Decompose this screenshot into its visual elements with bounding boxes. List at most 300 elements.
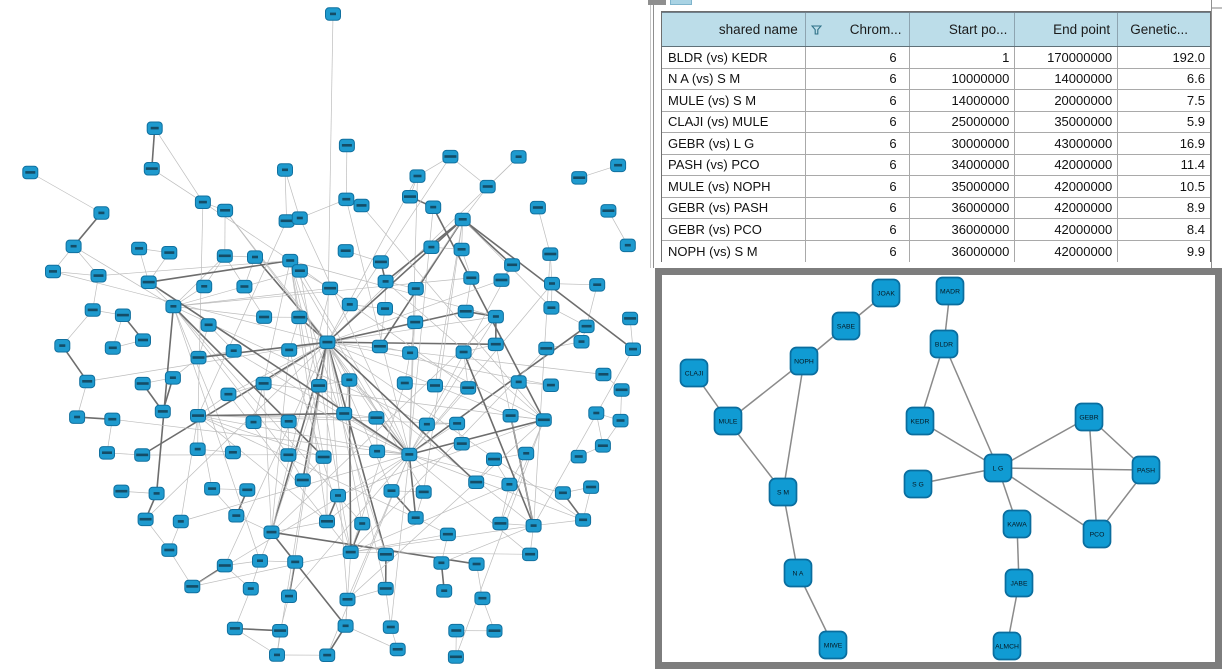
node-n-a[interactable] [785, 560, 812, 587]
node-s-m[interactable] [770, 479, 797, 506]
network-node[interactable] [523, 548, 538, 561]
node-label-smudge [359, 522, 365, 525]
node-miwe[interactable] [820, 632, 847, 659]
network-node[interactable] [595, 440, 610, 453]
network-node[interactable] [237, 280, 252, 293]
node-label-smudge [231, 349, 237, 352]
network-node[interactable] [273, 625, 288, 638]
table-cell-start[interactable]: 1 [910, 47, 1016, 68]
network-node[interactable] [448, 651, 463, 664]
table-cell-chromosome[interactable]: 6 [806, 90, 910, 111]
network-node[interactable] [416, 486, 431, 499]
network-node[interactable] [623, 312, 638, 325]
network-node[interactable] [443, 150, 458, 163]
network-node[interactable] [493, 517, 508, 530]
network-node[interactable] [323, 282, 338, 295]
network-node[interactable] [326, 8, 341, 20]
table-cell-chromosome[interactable]: 6 [806, 219, 910, 240]
network-node[interactable] [246, 416, 261, 429]
table-cell-chromosome[interactable]: 6 [806, 133, 910, 154]
table-cell-start[interactable]: 36000000 [910, 198, 1016, 219]
network-node[interactable] [46, 265, 61, 278]
network-node[interactable] [190, 443, 205, 456]
network-node[interactable] [461, 382, 476, 395]
network-node[interactable] [278, 164, 293, 177]
network-edge [198, 414, 344, 416]
network-node[interactable] [115, 309, 130, 322]
network-node[interactable] [596, 368, 611, 381]
table-row[interactable] [662, 47, 1210, 69]
network-node[interactable] [91, 270, 106, 283]
network-node[interactable] [626, 343, 641, 356]
table-cell-genetic[interactable]: 192.0 [1172, 49, 1205, 65]
table-cell-shared_name[interactable]: GEBR (vs) PCO [662, 219, 806, 240]
network-node[interactable] [539, 342, 554, 355]
network-node[interactable] [403, 347, 418, 360]
network-node[interactable] [545, 277, 560, 290]
network-node[interactable] [378, 275, 393, 288]
network-node[interactable] [141, 276, 156, 289]
column-header-start-position[interactable] [910, 13, 1016, 46]
table-cell-end[interactable]: 42000000 [1015, 241, 1118, 263]
network-node[interactable] [424, 241, 439, 254]
network-node[interactable] [488, 338, 503, 351]
network-node[interactable] [320, 649, 335, 662]
network-node[interactable] [536, 414, 551, 427]
table-cell-start[interactable]: 34000000 [910, 155, 1016, 176]
node-label-smudge [342, 144, 352, 147]
table-cell-end[interactable]: 43000000 [1015, 133, 1118, 154]
table-row[interactable] [662, 133, 1210, 155]
network-node[interactable] [23, 166, 38, 179]
table-row[interactable] [662, 198, 1210, 220]
network-node[interactable] [217, 250, 232, 263]
network-node[interactable] [576, 514, 591, 527]
network-node[interactable] [378, 582, 393, 595]
table-cell-start[interactable]: 14000000 [910, 90, 1016, 111]
network-node[interactable] [519, 447, 534, 460]
network-node[interactable] [487, 625, 502, 638]
node-almch[interactable] [994, 633, 1021, 660]
network-edge [285, 170, 300, 218]
network-node[interactable] [155, 405, 170, 418]
network-node[interactable] [397, 377, 412, 390]
table-cell-end[interactable]: 14000000 [1015, 69, 1118, 90]
network-node[interactable] [217, 559, 232, 572]
network-node[interactable] [162, 544, 177, 557]
node-label-smudge [220, 209, 230, 212]
network-node[interactable] [589, 407, 604, 420]
network-node[interactable] [205, 483, 220, 496]
table-cell-shared_name[interactable]: MULE (vs) NOPH [662, 176, 806, 197]
toolbar-tab-fragment [670, 0, 692, 5]
table-cell-chromosome[interactable]: 6 [806, 176, 910, 197]
network-node[interactable] [503, 410, 518, 423]
node-label-smudge [538, 419, 550, 422]
network-node[interactable] [264, 526, 279, 539]
network-node[interactable] [410, 170, 425, 183]
table-row[interactable] [662, 241, 1210, 263]
network-node[interactable] [488, 310, 503, 323]
network-node[interactable] [312, 380, 327, 393]
network-node[interactable] [240, 484, 255, 497]
network-node[interactable] [480, 180, 495, 193]
table-cell-end[interactable]: 42000000 [1015, 155, 1118, 176]
network-node[interactable] [227, 622, 242, 635]
network-edge [264, 384, 272, 533]
table-cell-end[interactable]: 20000000 [1015, 90, 1118, 111]
network-node[interactable] [339, 193, 354, 206]
table-cell-genetic[interactable]: 9.9 [1186, 243, 1205, 259]
network-node[interactable] [384, 485, 399, 498]
network-node[interactable] [243, 583, 258, 596]
network-node[interactable] [572, 172, 587, 185]
network-node[interactable] [218, 204, 233, 217]
node-label-smudge [186, 585, 198, 588]
network-node[interactable] [191, 410, 206, 423]
node-label-smudge [506, 414, 516, 417]
network-node[interactable] [571, 450, 586, 463]
table-row[interactable] [662, 219, 1210, 241]
node-sabe[interactable] [833, 313, 860, 340]
table-row[interactable] [662, 112, 1210, 134]
table-cell-shared_name[interactable]: N A (vs) S M [662, 69, 806, 90]
network-node[interactable] [342, 374, 357, 387]
network-node[interactable] [543, 379, 558, 392]
network-node[interactable] [426, 201, 441, 214]
network-node[interactable] [434, 557, 449, 570]
network-node[interactable] [100, 447, 115, 460]
network-node[interactable] [144, 163, 159, 176]
table-cell-genetic[interactable]: 16.9 [1179, 135, 1205, 151]
table-cell-start[interactable]: 25000000 [910, 112, 1016, 133]
table-cell-end[interactable]: 42000000 [1015, 198, 1118, 219]
node-label-smudge [137, 382, 149, 385]
network-node[interactable] [201, 319, 216, 332]
network-node[interactable] [383, 621, 398, 634]
network-node[interactable] [226, 345, 241, 358]
network-node[interactable] [256, 377, 271, 390]
node-label-smudge [387, 626, 395, 629]
network-node[interactable] [408, 512, 423, 524]
network-node[interactable] [253, 555, 268, 568]
node-label-smudge [478, 597, 486, 600]
network-node[interactable] [197, 280, 212, 293]
network-node[interactable] [574, 336, 589, 349]
network-node[interactable] [94, 207, 109, 220]
network-node[interactable] [257, 311, 272, 324]
node-pash[interactable] [1133, 457, 1160, 484]
node-label-smudge [451, 629, 461, 632]
network-node[interactable] [342, 298, 357, 311]
table-header-row [662, 12, 1210, 47]
network-node[interactable] [162, 247, 177, 260]
table-cell-chromosome[interactable]: 6 [806, 155, 910, 176]
node-label: S G [912, 481, 924, 489]
network-node[interactable] [343, 546, 358, 559]
table-cell-end[interactable]: 42000000 [1015, 176, 1118, 197]
table-cell-genetic[interactable]: 7.5 [1186, 92, 1205, 108]
network-node[interactable] [66, 240, 81, 253]
network-node[interactable] [511, 151, 526, 164]
node-label-smudge [582, 325, 592, 328]
network-node[interactable] [292, 212, 307, 225]
table-cell-start[interactable]: 30000000 [910, 133, 1016, 154]
table-cell-chromosome[interactable]: 6 [806, 47, 910, 68]
column-header-genetic[interactable] [1118, 13, 1210, 46]
table-cell-genetic[interactable]: 5.9 [1186, 114, 1205, 130]
table-cell-genetic[interactable]: 11.4 [1180, 157, 1205, 173]
network-node[interactable] [149, 487, 164, 500]
network-node[interactable] [229, 510, 244, 523]
network-node[interactable] [320, 515, 335, 528]
network-node[interactable] [114, 485, 129, 498]
node-label-smudge [219, 564, 231, 567]
table-cell-end[interactable]: 35000000 [1015, 112, 1118, 133]
network-node[interactable] [408, 283, 423, 296]
network-node[interactable] [428, 379, 443, 392]
network-node[interactable] [105, 342, 120, 355]
node-label: SABE [836, 323, 856, 331]
table-cell-start[interactable]: 36000000 [910, 241, 1016, 263]
network-node[interactable] [378, 303, 393, 316]
network-node[interactable] [530, 201, 545, 214]
node-madr[interactable] [937, 278, 964, 305]
network-node[interactable] [166, 300, 181, 313]
network-node[interactable] [85, 304, 100, 317]
table-cell-shared_name[interactable]: NOPH (vs) S M [662, 241, 806, 263]
network-node[interactable] [390, 643, 405, 656]
table-scrollbar[interactable] [1211, 0, 1222, 268]
network-node[interactable] [282, 344, 297, 357]
table-cell-shared_name[interactable]: CLAJI (vs) MULE [662, 112, 806, 133]
node-label-smudge [281, 220, 293, 223]
node-bldr[interactable] [931, 331, 958, 358]
network-node[interactable] [613, 414, 628, 427]
table-cell-shared_name[interactable]: BLDR (vs) KEDR [662, 47, 806, 68]
funnel-icon[interactable] [811, 24, 822, 35]
network-node[interactable] [136, 334, 151, 347]
node-label-smudge [383, 280, 389, 283]
network-node[interactable] [288, 556, 303, 569]
node-l-g[interactable] [985, 455, 1012, 482]
table-cell-genetic[interactable]: 8.9 [1186, 200, 1205, 216]
node-mule[interactable] [715, 408, 742, 435]
node-claji[interactable] [681, 360, 708, 387]
network-node[interactable] [138, 513, 153, 526]
node-pco[interactable] [1084, 521, 1111, 548]
node-label-smudge [531, 524, 537, 527]
table-cell-shared_name[interactable]: PASH (vs) PCO [662, 155, 806, 176]
network-node[interactable] [132, 242, 147, 255]
network-node[interactable] [526, 520, 541, 533]
node-label-smudge [136, 454, 148, 457]
node-label: GEBR [1079, 414, 1099, 422]
filtered-network-panel[interactable] [655, 268, 1222, 669]
network-node[interactable] [105, 413, 120, 426]
network-node[interactable] [464, 272, 479, 285]
network-node[interactable] [320, 336, 335, 349]
network-node[interactable] [579, 320, 594, 333]
network-node[interactable] [419, 418, 434, 431]
network-node[interactable] [337, 407, 352, 420]
table-cell-chromosome[interactable]: 6 [806, 241, 910, 263]
column-header-end-point[interactable] [1015, 13, 1118, 46]
network-node[interactable] [191, 351, 206, 364]
network-node[interactable] [487, 453, 502, 466]
node-kedr[interactable] [907, 408, 934, 435]
table-row[interactable] [662, 176, 1210, 198]
network-node[interactable] [338, 245, 353, 258]
table-row[interactable] [662, 155, 1210, 177]
network-node[interactable] [338, 620, 353, 633]
network-edge [285, 170, 287, 221]
table-cell-end[interactable]: 42000000 [1015, 219, 1118, 240]
node-label-smudge [424, 423, 430, 426]
network-node[interactable] [408, 316, 423, 329]
network-node[interactable] [454, 438, 469, 451]
network-node[interactable] [354, 199, 369, 212]
network-node[interactable] [281, 415, 296, 428]
table-cell-chromosome[interactable]: 6 [806, 112, 910, 133]
node-label: KAWA [1007, 521, 1027, 529]
network-node[interactable] [281, 449, 296, 462]
column-header-chromosome[interactable] [806, 13, 910, 46]
network-node[interactable] [135, 377, 150, 390]
node-label-smudge [549, 282, 555, 285]
node-kawa[interactable] [1004, 511, 1031, 538]
node-jabe[interactable] [1006, 570, 1033, 597]
network-node[interactable] [590, 279, 605, 292]
network-node[interactable] [469, 558, 484, 571]
network-node[interactable] [502, 478, 517, 491]
network-node[interactable] [403, 191, 418, 204]
network-node[interactable] [316, 451, 331, 464]
network-node[interactable] [370, 445, 385, 458]
table-row[interactable] [662, 90, 1210, 112]
network-edge [181, 416, 198, 522]
network-node[interactable] [440, 528, 455, 541]
table-cell-shared_name[interactable]: GEBR (vs) L G [662, 133, 806, 154]
network-node[interactable] [437, 585, 452, 598]
node-label-smudge [419, 491, 429, 494]
network-node[interactable] [225, 446, 240, 459]
table-cell-start[interactable]: 10000000 [910, 69, 1016, 90]
network-node[interactable] [80, 375, 95, 388]
table-cell-chromosome[interactable]: 6 [806, 198, 910, 219]
node-label-smudge [257, 559, 263, 562]
node-label-smudge [285, 595, 293, 598]
network-node[interactable] [55, 340, 70, 353]
network-node[interactable] [511, 376, 526, 389]
network-node[interactable] [455, 213, 470, 226]
node-label-smudge [460, 310, 472, 313]
network-node[interactable] [340, 593, 355, 606]
network-node[interactable] [611, 159, 626, 172]
network-node[interactable] [614, 384, 629, 397]
network-node[interactable] [270, 649, 285, 662]
table-cell-chromosome[interactable]: 6 [806, 69, 910, 90]
network-node[interactable] [494, 274, 509, 287]
node-label-smudge [617, 419, 625, 422]
network-node[interactable] [378, 548, 393, 561]
network-node[interactable] [295, 474, 310, 487]
network-node[interactable] [248, 251, 263, 264]
network-node[interactable] [402, 448, 417, 461]
table-cell-genetic[interactable]: 10.5 [1179, 178, 1205, 194]
network-node[interactable] [373, 256, 388, 268]
network-node[interactable] [282, 590, 297, 603]
table-cell-start[interactable]: 35000000 [910, 176, 1016, 197]
network-node[interactable] [165, 372, 180, 385]
network-node[interactable] [458, 305, 473, 318]
node-gebr[interactable] [1076, 404, 1103, 431]
table-cell-genetic[interactable]: 6.6 [1186, 71, 1205, 87]
network-node[interactable] [454, 243, 469, 256]
network-node[interactable] [70, 411, 85, 424]
network-node[interactable] [543, 248, 558, 261]
node-label-smudge [335, 494, 341, 497]
network-node[interactable] [584, 481, 599, 494]
network-node[interactable] [450, 417, 465, 430]
table-cell-shared_name[interactable]: GEBR (vs) PASH [662, 198, 806, 219]
node-label-smudge [322, 341, 332, 344]
node-label: JOAK [877, 290, 895, 298]
network-node[interactable] [221, 388, 236, 401]
table-row[interactable] [662, 69, 1210, 91]
network-node[interactable] [173, 515, 188, 528]
network-node[interactable] [147, 122, 162, 135]
network-node[interactable] [449, 624, 464, 637]
node-label-smudge [192, 414, 204, 417]
network-node[interactable] [292, 311, 307, 324]
network-node[interactable] [369, 412, 384, 425]
node-label-smudge [342, 198, 350, 201]
table-cell-end[interactable]: 170000000 [1015, 47, 1118, 68]
table-cell-start[interactable]: 36000000 [910, 219, 1016, 240]
network-node[interactable] [195, 196, 210, 209]
node-label-smudge [330, 13, 336, 16]
network-node[interactable] [475, 592, 490, 605]
node-s-g[interactable] [905, 471, 932, 498]
network-node[interactable] [544, 302, 559, 315]
node-label-smudge [483, 185, 493, 188]
network-node[interactable] [372, 340, 387, 353]
network-node[interactable] [339, 139, 354, 152]
network-node[interactable] [355, 517, 370, 530]
column-label: shared name [718, 22, 798, 37]
network-node[interactable] [185, 580, 200, 593]
table-cell-shared_name[interactable]: MULE (vs) S M [662, 90, 806, 111]
network-node[interactable] [135, 449, 150, 462]
network-edge [463, 219, 512, 265]
network-node[interactable] [505, 259, 520, 272]
node-joak[interactable] [873, 280, 900, 307]
node-label-smudge [321, 520, 333, 523]
node-label-smudge [388, 489, 396, 492]
table-cell-genetic[interactable]: 8.4 [1186, 221, 1205, 237]
network-node[interactable] [456, 346, 471, 359]
network-node[interactable] [469, 476, 484, 489]
network-node[interactable] [555, 487, 570, 500]
node-noph[interactable] [791, 348, 818, 375]
network-node[interactable] [331, 489, 346, 502]
network-node[interactable] [292, 265, 307, 278]
network-node[interactable] [620, 239, 635, 252]
column-header-shared-name[interactable] [662, 13, 806, 46]
network-node[interactable] [601, 205, 616, 218]
node-label-smudge [405, 453, 413, 456]
